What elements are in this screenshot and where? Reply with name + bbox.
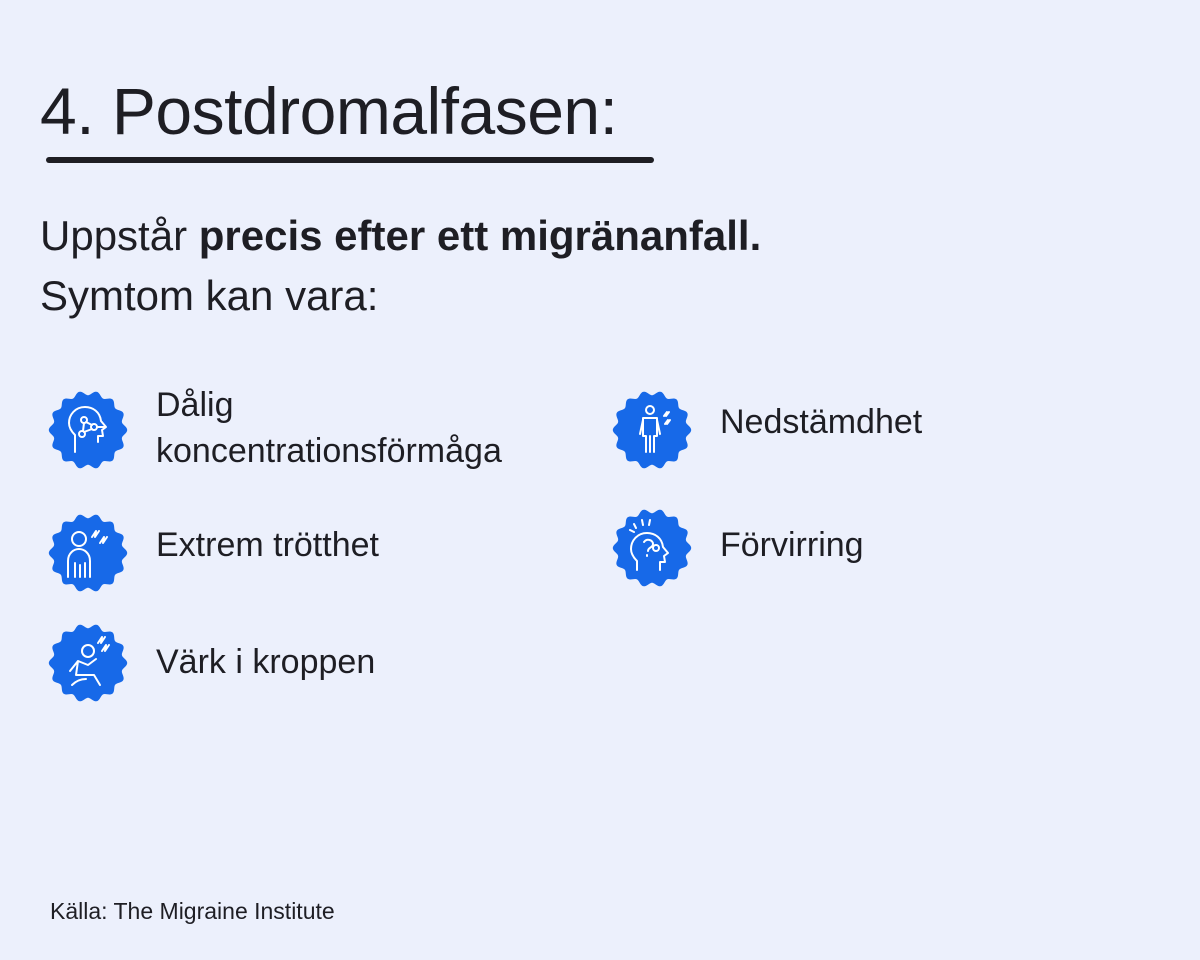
intro-line-1	[40, 206, 761, 266]
symptom-label: Värk i kroppen	[156, 643, 376, 681]
symptom-label: Förvirring	[720, 526, 864, 564]
tired-person-icon	[48, 513, 128, 593]
page-title: 4. Postdromalfasen:	[40, 74, 618, 148]
body-ache-icon	[48, 623, 128, 703]
intro-line-2: Symtom kan vara:	[40, 272, 379, 319]
intro-bold: precis efter ett migränanfall.	[198, 212, 762, 259]
intro-text	[40, 206, 761, 326]
symptom-label: Nedstämdhet	[720, 403, 923, 441]
person-sad-icon	[612, 390, 692, 470]
head-network-icon	[48, 390, 128, 470]
title-underline	[46, 157, 654, 163]
symptom-label-line1: Dålig	[156, 386, 234, 424]
symptom-label	[156, 382, 502, 474]
head-confusion-icon	[612, 508, 692, 588]
symptom-label-line2: koncentrationsförmåga	[156, 432, 502, 470]
symptom-label: Extrem trötthet	[156, 526, 379, 564]
intro-regular: Uppstår	[40, 212, 199, 259]
source-citation: Källa: The Migraine Institute	[50, 898, 335, 924]
